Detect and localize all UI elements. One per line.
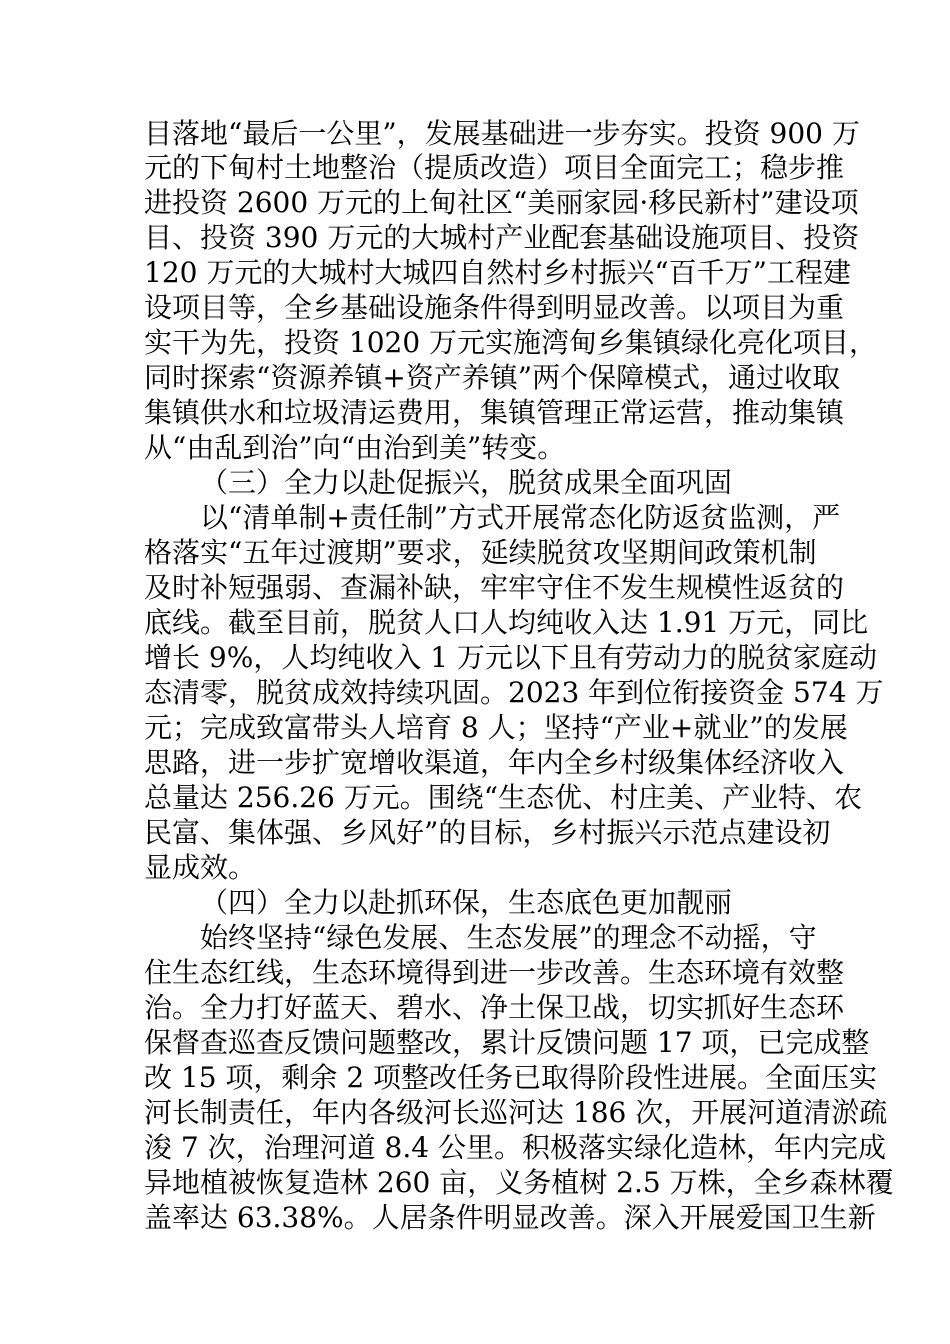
text-line: 治。全力打好蓝天、碧水、净土保卫战，切实抓好生态环	[144, 991, 845, 1024]
text-line: 集镇供水和垃圾清运费用，集镇管理正常运营，推动集镇	[144, 396, 845, 429]
text-line: 底线。截至目前，脱贫人口人均纯收入达 1.91 万元，同比	[144, 606, 869, 639]
text-line: 民富、集体强、乡风好”的目标，乡村振兴示范点建设初	[144, 816, 831, 849]
text-line: 进投资 2600 万元的上甸社区“美丽家园·移民新村”建设项	[144, 186, 859, 219]
text-line: 设项目等，全乡基础设施条件得到明显改善。以项目为重	[144, 291, 845, 324]
text-line: 住生态红线，生态环境得到进一步改善。生态环境有效整	[144, 956, 845, 989]
section-heading: （三）全力以赴促振兴，脱贫成果全面巩固	[200, 466, 733, 499]
text-line: 保督查巡查反馈问题整改，累计反馈问题 17 项，已完成整	[144, 1026, 870, 1059]
text-line: 浚 7 次，治理河道 8.4 公里。积极落实绿化造林，年内完成	[144, 1131, 886, 1164]
text-line: 改 15 项，剩余 2 项整改任务已取得阶段性进展。全面压实	[144, 1061, 878, 1094]
text-line: 异地植被恢复造林 260 亩，义务植树 2.5 万株，全乡森林覆	[144, 1166, 894, 1199]
text-line: 元；完成致富带头人培育 8 人；坚持“产业+就业”的发展	[144, 711, 848, 744]
text-line: 目落地“最后一公里”，发展基础进一步夯实。投资 900 万	[144, 117, 860, 150]
text-line: 增长 9%，人均纯收入 1 万元以下且有劳动力的脱贫家庭动	[144, 641, 877, 674]
paragraph-first-line: 以“清单制+责任制”方式开展常态化防返贫监测，严	[200, 501, 841, 534]
text-line: 及时补短强弱、查漏补缺，牢牢守住不发生规模性返贫的	[144, 571, 845, 604]
text-line: 格落实“五年过渡期”要求，延续脱贫攻坚期间政策机制	[144, 536, 817, 569]
section-heading: （四）全力以赴抓环保，生态底色更加靓丽	[200, 886, 733, 919]
text-line: 总量达 256.26 万元。围绕“生态优、村庄美、产业特、农	[144, 781, 863, 814]
text-line: 盖率达 63.38%。人居条件明显改善。深入开展爱国卫生新	[144, 1201, 876, 1234]
text-line: 元的下甸村土地整治（提质改造）项目全面完工；稳步推	[144, 151, 845, 184]
text-line: 思路，进一步扩宽增收渠道，年内全乡村级集体经济收入	[144, 746, 845, 779]
paragraph-last-line: 显成效。	[144, 851, 257, 884]
text-line: 实干为先，投资 1020 万元实施湾甸乡集镇绿化亮化项目，	[144, 326, 878, 359]
text-line: 目、投资 390 万元的大城村产业配套基础设施项目、投资	[144, 221, 860, 254]
text-line: 120 万元的大城村大城四自然村乡村振兴“百千万”工程建	[144, 256, 851, 289]
paragraph-first-line: 始终坚持“绿色发展、生态发展”的理念不动摇，守	[200, 921, 817, 954]
text-line: 同时探索“资源养镇+资产养镇”两个保障模式，通过收取	[144, 361, 841, 394]
paragraph-last-line: 从“由乱到治”向“由治到美”转变。	[144, 431, 566, 464]
text-line: 态清零，脱贫成效持续巩固。2023 年到位衔接资金 574 万	[144, 676, 884, 709]
text-line: 河长制责任，年内各级河长巡河达 186 次，开展河道清淤疏	[144, 1096, 888, 1129]
